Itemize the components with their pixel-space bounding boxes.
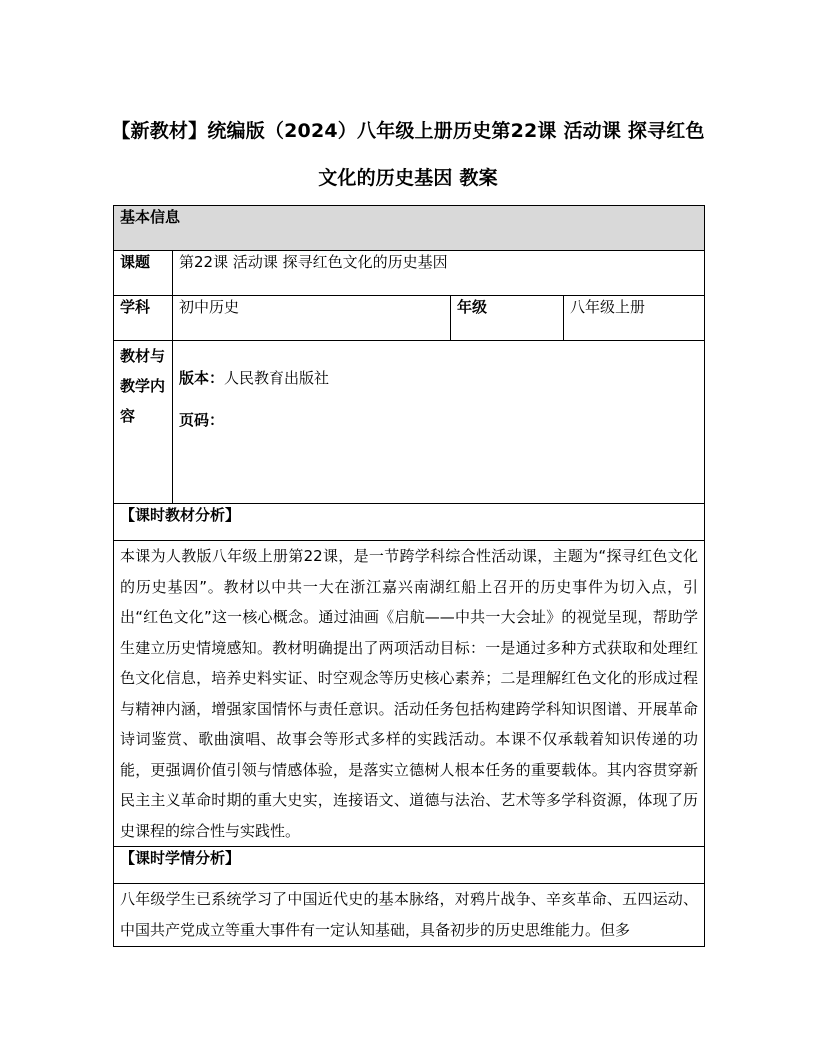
- section2-body-cell: [114, 884, 705, 947]
- section2-body-row: [114, 884, 705, 947]
- edition-value: 人民教育出版社: [224, 369, 330, 387]
- section1-body-cell: [114, 541, 705, 847]
- pages-line: [179, 409, 698, 431]
- section2-title-row: [114, 847, 705, 884]
- subject-row: [114, 296, 705, 341]
- basic-info-row: [114, 206, 705, 251]
- document-title-line-1: 【新教材】统编版（2024）八年级上册历史第22课 活动课 探寻红色: [111, 120, 705, 142]
- document-title-line-2: 文化的历史基因 教案: [318, 167, 498, 189]
- grade-value: 八年级上册: [564, 296, 705, 341]
- section1-body-row: [114, 541, 705, 847]
- basic-info-header: 基本信息: [114, 206, 705, 251]
- pages-label: 页码：: [179, 411, 225, 429]
- edition-label: 版本：: [179, 369, 225, 387]
- material-label: 教材与教学内容: [114, 341, 173, 504]
- edition-line: [179, 367, 698, 389]
- material-content: [173, 341, 705, 504]
- subject-label: 学科: [114, 296, 173, 341]
- section1-body: 本课为人教版八年级上册第22课，是一节跨学科综合性活动课，主题为“探寻红色文化的历史基因”。教材以中共一大在浙江嘉兴南湖红船上召开的历史事件为切入点，引出“红色文化”这一核心概念。通过油画《启航——中共一大会址》的视觉呈现，帮助学生建立历史情境感知。教材明确提出了两项活动目标：一是通过多种方式获取和处理红色文化信息，培养史料实证、时空观念等历史核心素养；二是理解红色文化的形成过程与精神内涵，增强家国情怀与责任意识。活动任务包括构建跨学科知识图谱、开展革命诗词鉴赏、歌曲演唱、故事会等形式多样的实践活动。本课不仅承载着知识传递的功能，更强调价值引领与情感体验，是落实立德树人根本任务的重要载体。其内容贯穿新民主主义革命时期的重大史实，连接语文、道德与法治、艺术等多学科资源，体现了历史课程的综合性与实践性。: [120, 547, 699, 840]
- subject-value: 初中历史: [173, 296, 451, 341]
- section2-title: 【课时学情分析】: [114, 847, 705, 884]
- grade-label: 年级: [451, 296, 564, 341]
- material-row: [114, 341, 705, 504]
- section2-body: 八年级学生已系统学习了中国近代史的基本脉络，对鸦片战争、辛亥革命、五四运动、中国共产党成立等重大事件有一定认知基础，具备初步的历史思维能力。但多: [120, 890, 699, 939]
- section1-title-row: [114, 504, 705, 541]
- topic-value: 第22课 活动课 探寻红色文化的历史基因: [173, 251, 705, 296]
- topic-label: 课题: [114, 251, 173, 296]
- lesson-plan-table: [113, 205, 705, 947]
- topic-row: [114, 251, 705, 296]
- section1-title: 【课时教材分析】: [114, 504, 705, 541]
